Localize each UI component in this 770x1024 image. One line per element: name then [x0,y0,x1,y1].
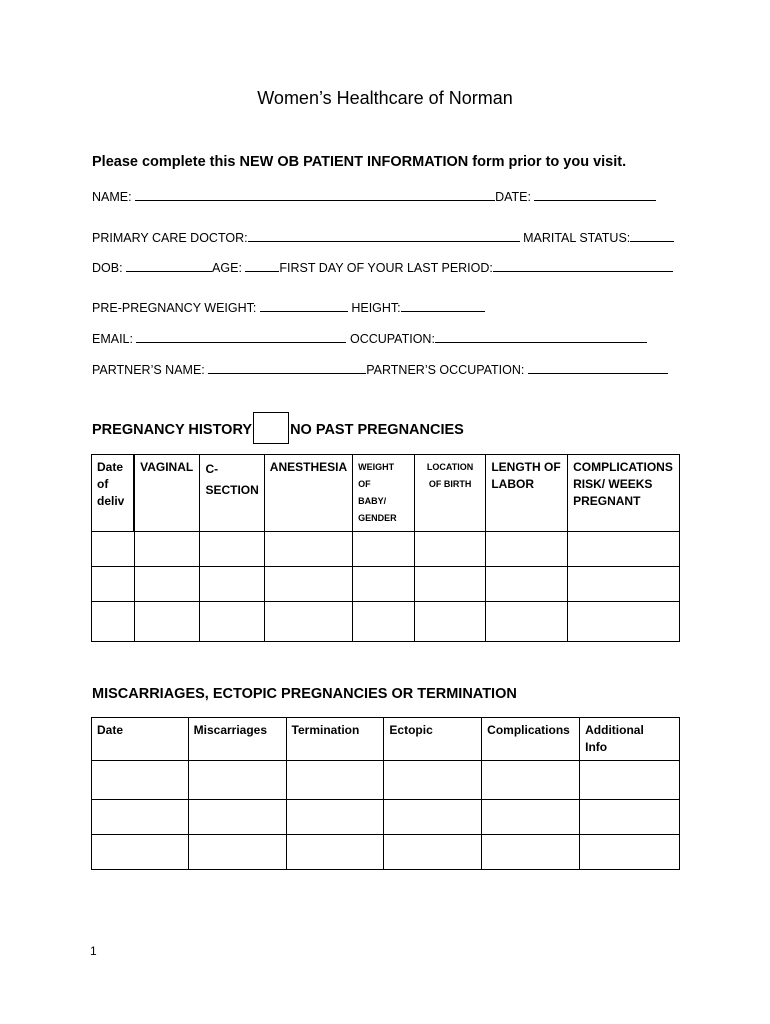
partners-occupation-label: PARTNER’S OCCUPATION: [366,363,525,377]
header-complications: COMPLICATIONS RISK/ WEEKS PREGNANT [568,455,680,532]
table-cell[interactable] [353,602,415,642]
name-label: NAME: [92,190,132,204]
table-cell[interactable] [92,761,189,800]
table-cell[interactable] [264,602,352,642]
header-vaginal: VAGINAL [134,455,200,532]
header-additional-info: Additional Info [580,718,680,761]
table-cell[interactable] [353,567,415,602]
table-cell[interactable] [414,567,486,602]
table-cell[interactable] [286,800,384,835]
table-cell[interactable] [200,532,264,567]
table-cell[interactable] [482,835,580,870]
table-cell[interactable] [92,532,135,567]
table-cell[interactable] [264,567,352,602]
table-cell[interactable] [568,602,680,642]
table-row [92,835,680,870]
table-cell[interactable] [384,835,482,870]
partners-name-label: PARTNER’S NAME: [92,363,205,377]
table-cell[interactable] [92,567,135,602]
table-cell[interactable] [580,800,680,835]
table-row [92,567,680,602]
table-row [92,602,680,642]
header-date-of-delivery: Date of deliv [92,455,135,532]
table-cell[interactable] [482,761,580,800]
dob-field[interactable] [126,259,212,272]
pre-pregnancy-weight-field[interactable] [260,299,348,312]
header-ectopic: Ectopic [384,718,482,761]
table-cell[interactable] [414,532,486,567]
page-number: 1 [90,944,97,958]
header-weight-of-baby: WEIGHT OF BABY/ GENDER [353,455,415,532]
dob-label: DOB: [92,261,123,275]
height-label: HEIGHT: [351,301,401,315]
form-instructions: Please complete this NEW OB PATIENT INFORMATION form prior to you visit. [92,154,627,170]
table-cell[interactable] [580,761,680,800]
age-label: AGE: [212,261,242,275]
email-label: EMAIL: [92,332,133,346]
table-cell[interactable] [264,532,352,567]
age-field[interactable] [245,259,279,272]
table-row [92,532,680,567]
partners-occupation-field[interactable] [528,361,668,374]
table-row [92,800,680,835]
table-cell[interactable] [384,800,482,835]
date-label: DATE: [495,190,531,204]
pregnancy-history-heading [92,412,464,444]
last-period-field[interactable] [493,259,673,272]
table-cell[interactable] [286,761,384,800]
miscarriages-header-row [92,718,680,761]
table-cell[interactable] [188,761,286,800]
header-anesthesia: ANESTHESIA [264,455,352,532]
table-cell[interactable] [200,567,264,602]
table-cell[interactable] [188,835,286,870]
email-field[interactable] [136,330,346,343]
header-length-of-labor: LENGTH OF LABOR [486,455,568,532]
no-past-pregnancies-checkbox[interactable] [253,412,289,444]
table-cell[interactable] [486,602,568,642]
header-date: Date [92,718,189,761]
date-field[interactable] [534,188,656,201]
table-cell[interactable] [134,532,200,567]
height-field[interactable] [401,299,485,312]
header-c-section: C- SECTION [200,455,264,532]
name-date-row [92,188,656,204]
pregnancy-history-title: PREGNANCY HISTORY [92,422,253,438]
table-cell[interactable] [414,602,486,642]
table-cell[interactable] [580,835,680,870]
email-occupation-row [92,330,647,346]
miscarriages-table [91,717,680,870]
primary-care-doctor-field[interactable] [248,229,520,242]
form-title: Women’s Healthcare of Norman [257,88,513,108]
table-cell[interactable] [92,800,189,835]
partner-row [92,361,668,377]
table-cell[interactable] [353,532,415,567]
header-complications: Complications [482,718,580,761]
no-past-pregnancies-label: NO PAST PREGNANCIES [290,422,464,438]
table-cell[interactable] [568,532,680,567]
table-cell[interactable] [482,800,580,835]
header-termination: Termination [286,718,384,761]
header-miscarriages: Miscarriages [188,718,286,761]
table-cell[interactable] [384,761,482,800]
name-field[interactable] [135,188,495,201]
miscarriages-heading: MISCARRIAGES, ECTOPIC PREGNANCIES OR TERMINATION [92,686,517,702]
doctor-marital-row [92,229,674,245]
primary-care-doctor-label: PRIMARY CARE DOCTOR: [92,231,248,245]
dob-age-period-row [92,259,673,275]
table-cell[interactable] [92,835,189,870]
occupation-field[interactable] [435,330,647,343]
table-cell[interactable] [568,567,680,602]
table-cell[interactable] [92,602,135,642]
marital-status-field[interactable] [630,229,674,242]
table-cell[interactable] [188,800,286,835]
table-cell[interactable] [486,567,568,602]
table-cell[interactable] [200,602,264,642]
last-period-label: FIRST DAY OF YOUR LAST PERIOD: [279,261,493,275]
marital-status-label: MARITAL STATUS: [523,231,631,245]
table-cell[interactable] [286,835,384,870]
occupation-label: OCCUPATION: [349,332,435,346]
pregnancy-history-header-row [92,455,680,532]
header-location-of-birth: LOCATION OF BIRTH [414,455,486,532]
weight-height-row [92,299,485,315]
table-cell[interactable] [134,602,200,642]
table-cell[interactable] [486,532,568,567]
pregnancy-history-table [91,454,680,642]
table-row [92,761,680,800]
partners-name-field[interactable] [208,361,366,374]
table-cell[interactable] [134,567,200,602]
pre-pregnancy-weight-label: PRE-PREGNANCY WEIGHT: [92,301,257,315]
